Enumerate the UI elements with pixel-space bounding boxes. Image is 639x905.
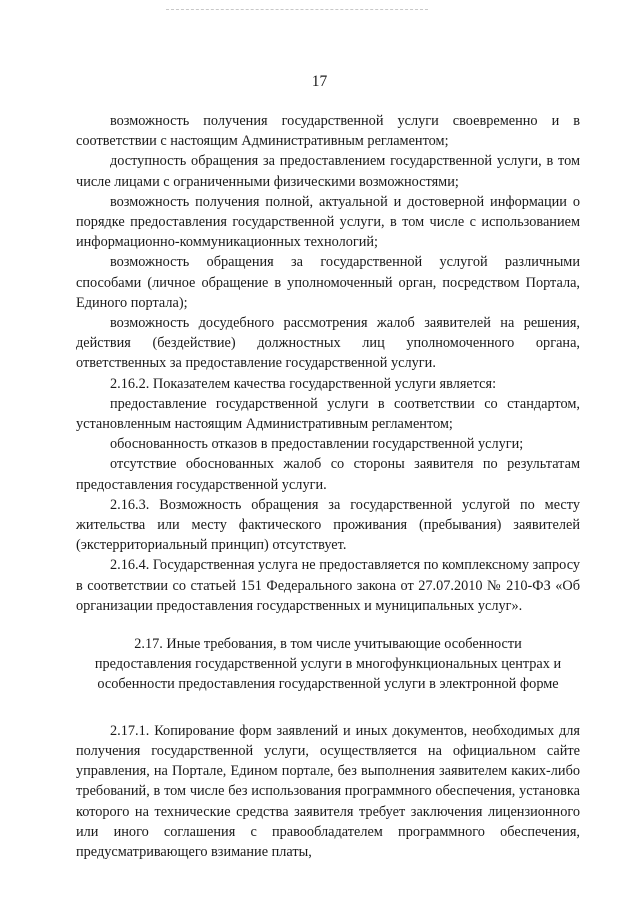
spacer xyxy=(76,695,580,721)
paragraph: предоставление государственной услуги в соответствии со стандартом, установленным настоящим Административным регламентом; xyxy=(76,395,580,433)
paragraph: возможность досудебного рассмотрения жалоб заявителей на решения, действия (бездействие) должностных лиц уполномоченного органа, ответственных за предоставление государственной услуги. xyxy=(76,315,580,372)
paragraph: 2.17.1. Копирование форм заявлений и иных документов, необходимых для получения государственной услуги, осуществляется на официальном сайте управления, на Портале, Едином портале, без выполнения заявителем каких-либо требований, в том числе без использования программного обеспечения, установка которого на технические средства заявителя требует заключения лицензионного или иного соглашения с правообладателем программного обеспечения, предусматривающего взимание платы, xyxy=(76,722,580,860)
section-heading-line: 2.17. Иные требования, в том числе учитывающие особенности xyxy=(134,636,522,653)
paragraph: 2.16.4. Государственная услуга не предоставляется по комплексному запросу в соответствии со статьей 151 Федерального закона от 27.07.2010 № 210-ФЗ «Об организации предоставления государственных и муниципальных услуг». xyxy=(76,557,580,614)
paragraph: возможность получения государственной услуги своевременно и в соответствии с настоящим Административным регламентом; xyxy=(76,113,580,150)
body-text xyxy=(76,111,580,862)
spacer xyxy=(76,616,580,634)
section-heading xyxy=(76,634,580,695)
paragraph: возможность обращения за государственной услугой различными способами (личное обращение в уполномоченный орган, посредством Портала, Единого портала); xyxy=(76,254,580,311)
paragraph: возможность получения полной, актуальной и достоверной информации о порядке предоставления государственной услуги, в том числе с использованием информационно-коммуникационных технологий; xyxy=(76,193,580,251)
paragraph: доступность обращения за предоставлением государственной услуги, в том числе лицами с ограниченными физическими возможностями; xyxy=(76,153,580,190)
page-number: 17 xyxy=(311,73,328,90)
paragraph: 2.16.2. Показателем качества государственной услуги является: xyxy=(110,375,497,392)
paragraph: обоснованность отказов в предоставлении государственной услуги; xyxy=(110,436,524,453)
top-divider xyxy=(166,9,428,10)
paragraph: отсутствие обоснованных жалоб со стороны заявителя по результатам предоставления государственной услуги. xyxy=(76,456,580,493)
section-heading-line: предоставления государственной услуги в многофункциональных центрах и xyxy=(94,656,562,673)
paragraph: 2.16.3. Возможность обращения за государственной услугой по месту жительства или месту фактического проживания (пребывания) заявителей (экстерриториальный принцип) отсутствует. xyxy=(76,496,580,554)
section-heading-line: особенности предоставления государственной услуги в электронной форме xyxy=(97,676,559,693)
